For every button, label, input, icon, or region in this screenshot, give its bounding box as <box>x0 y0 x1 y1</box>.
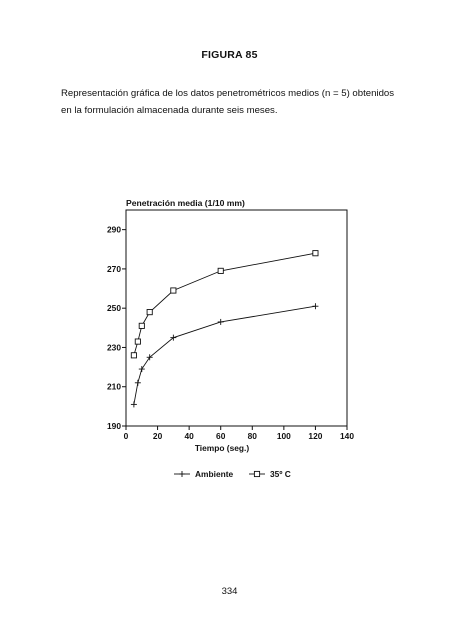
series-line-1 <box>134 306 316 404</box>
series-layer <box>131 251 319 408</box>
page-number: 334 <box>221 586 238 597</box>
y-tick-label: 270 <box>107 263 121 274</box>
data-point-square <box>218 268 223 273</box>
plot-frame <box>126 210 347 426</box>
x-tick-label: 0 <box>123 431 129 441</box>
data-point-plus <box>131 401 137 407</box>
chart-title: Penetración media (1/10 mm) <box>126 198 245 208</box>
x-tick-label: 20 <box>152 431 163 441</box>
legend <box>174 469 291 479</box>
data-point-plus <box>312 303 318 309</box>
y-tick-label: 290 <box>107 224 121 235</box>
data-point-square <box>135 339 140 344</box>
x-axis <box>124 426 355 441</box>
y-tick-label: 210 <box>107 381 121 392</box>
x-tick-label: 100 <box>276 431 291 441</box>
legend-label: 35º C <box>270 469 291 479</box>
data-point-square <box>131 353 136 358</box>
x-tick-label: 140 <box>340 431 354 441</box>
data-point-square <box>313 251 318 256</box>
figure-label: FIGURA 85 <box>201 49 258 61</box>
data-point-square <box>147 310 152 315</box>
y-axis <box>107 225 126 431</box>
legend-marker <box>179 471 185 477</box>
data-point-square <box>139 323 144 328</box>
x-tick-label: 40 <box>184 431 194 441</box>
series-line-2 <box>134 253 316 355</box>
legend-marker <box>254 471 259 476</box>
data-point-square <box>171 288 176 293</box>
data-point-plus <box>135 380 141 386</box>
x-axis-label: Tiempo (seg.) <box>194 443 250 453</box>
x-tick-label: 60 <box>216 431 226 441</box>
data-point-plus <box>218 319 224 325</box>
y-tick-label: 190 <box>107 421 121 431</box>
y-tick-label: 230 <box>107 342 121 353</box>
data-point-plus <box>139 366 145 372</box>
legend-label: Ambiente <box>195 469 234 479</box>
x-tick-label: 120 <box>308 431 323 441</box>
caption-line-2: en la formulación almacenada durante seis meses. <box>61 105 278 116</box>
x-tick-label: 80 <box>247 431 257 441</box>
legend-item-2 <box>249 469 291 479</box>
caption-line-1: Representación gráfica de los datos penetrométricos medios (n = 5) obtenidos <box>61 88 395 99</box>
legend-item-1 <box>174 469 234 479</box>
y-tick-label: 250 <box>107 303 121 314</box>
